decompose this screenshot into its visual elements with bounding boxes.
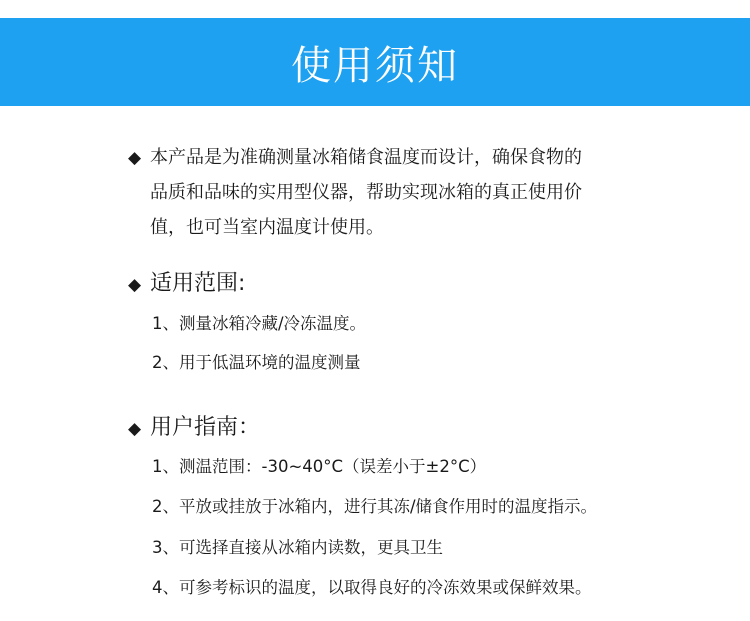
diamond-bullet-icon: ◆ — [128, 275, 142, 295]
scope-item-1: 1、测量冰箱冷藏/冷冻温度。 — [152, 314, 367, 333]
intro-line-2: 品质和品味的实用型仪器，帮助实现冰箱的真正使用价 — [150, 182, 582, 203]
intro-line-1 — [128, 140, 648, 175]
scope-item-2: 2、用于低温环境的温度测量 — [152, 353, 361, 372]
diamond-bullet-icon: ◆ — [128, 419, 142, 439]
intro-text-1: 本产品是为准确测量冰箱储食温度而设计，确保食物的 — [150, 147, 582, 168]
scope-heading-text: 适用范围: — [150, 271, 246, 296]
intro-line-3: 值，也可当室内温度计使用。 — [150, 217, 384, 238]
page-title: 使用须知 — [291, 42, 459, 89]
guide-item-4: 4、可参考标识的温度，以取得良好的冷冻效果或保鲜效果。 — [152, 578, 592, 597]
guide-heading-text: 用户指南： — [150, 415, 261, 440]
scope-heading — [128, 270, 245, 299]
guide-item-2: 2、平放或挂放于冰箱内，进行其冻/储食作用时的温度指示。 — [152, 497, 598, 516]
guide-item-3: 3、可选择直接从冰箱内读数，更具卫生 — [152, 538, 443, 557]
intro-paragraph — [128, 140, 648, 245]
guide-heading — [128, 414, 260, 443]
diamond-bullet-icon: ◆ — [128, 148, 142, 168]
guide-item-1: 1、测温范围：-30~40°C（误差小于±2°C） — [152, 457, 487, 476]
title-banner — [0, 18, 750, 106]
